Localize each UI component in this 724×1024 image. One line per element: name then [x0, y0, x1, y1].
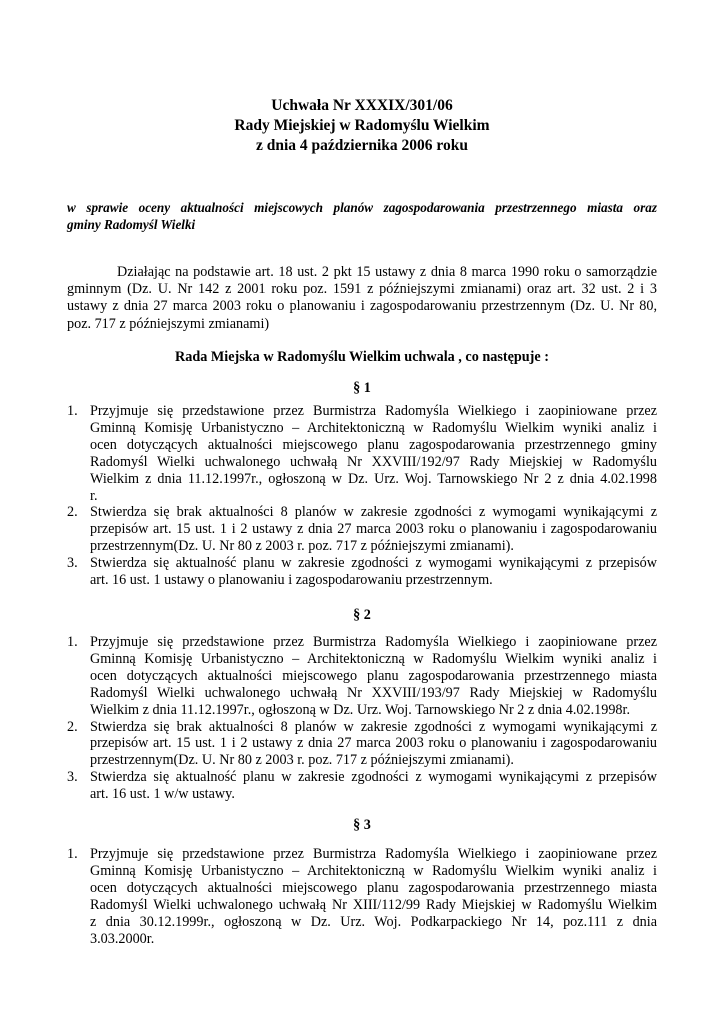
title-number: Uchwała Nr XXXIX/301/06	[271, 97, 453, 114]
item-number: 3.	[67, 769, 78, 786]
item-line: przepisów art. 15 ust. 1 i 2 ustawy z dnia 27 marca 2003 roku o planowaniu i zagospodarowaniu	[90, 521, 657, 538]
section-heading-3: § 3	[353, 817, 371, 833]
item-line: przepisów art. 15 ust. 1 i 2 ustawy z dnia 27 marca 2003 roku o planowaniu i zagospodarowaniu	[90, 735, 657, 752]
item-line: Radomyśl Wielki uchwalonego uchwałą Nr XIII/112/99 Rady Miejskiej w Radomyślu Wielkim	[90, 896, 657, 913]
item-line: Przyjmuje się przedstawione przez Burmistrza Radomyśla Wielkiego i zaopiniowane przez	[90, 634, 657, 650]
section-1-items	[67, 403, 657, 589]
item-number: 1.	[67, 846, 78, 862]
item-line: Gminną Komisję Urbanistyczno – Architektoniczną w Radomyślu Wielkim wyniki analiz i	[90, 650, 657, 667]
item-line: ocen dotyczących aktualności miejscowego planu zagospodarowania przestrzennego gminy	[90, 436, 657, 453]
list-item	[67, 504, 657, 555]
item-number: 2.	[67, 504, 78, 521]
list-item	[67, 634, 657, 719]
list-item	[67, 555, 657, 589]
resolution-title	[0, 96, 724, 156]
list-item	[67, 403, 657, 504]
preamble-line: poz. 717 z późniejszymi zmianami)	[67, 315, 270, 332]
item-line: Przyjmuje się przedstawione przez Burmistrza Radomyśla Wielkiego i zaopiniowane przez	[90, 846, 657, 862]
item-line: Stwierdza się aktualność planu w zakresie zgodności z wymogami wynikającymi z przepisów	[90, 769, 657, 786]
title-council: Rady Miejskiej w Radomyślu Wielkim	[234, 117, 490, 134]
item-line: Stwierdza się brak aktualności 8 planów w zakresie zgodności z wymogami wynikającymi z	[90, 718, 657, 735]
item-line: Gminną Komisję Urbanistyczno – Architektoniczną w Radomyślu Wielkim wyniki analiz i	[90, 419, 657, 436]
item-line: Wielkim z dnia 11.12.1997r., ogłoszoną w Dz. Urz. Woj. Tarnowskiego Nr 2 z dnia 4.02.1998r.	[90, 701, 631, 718]
item-line: art. 16 ust. 1 ustawy o planowaniu i zagospodarowaniu przestrzennym.	[90, 572, 493, 589]
item-number: 1.	[67, 634, 78, 650]
list-item	[67, 719, 657, 770]
preamble	[67, 264, 657, 333]
item-line: r.	[90, 487, 98, 504]
item-number: 1.	[67, 403, 78, 419]
item-line: art. 16 ust. 1 w/w ustawy.	[90, 786, 235, 803]
subject-line: w sprawie oceny aktualności miejscowych planów zagospodarowania przestrzennego miasta oraz	[67, 200, 657, 215]
item-line: Radomyśl Wielki uchwalonego uchwałą Nr XXVIII/193/97 Rady Miejskiej w Radomyślu	[90, 684, 657, 701]
list-item	[67, 846, 657, 947]
list-item	[67, 769, 657, 803]
preamble-line: ustawy z dnia 27 marca 2003 roku o planowaniu i zagospodarowaniu przestrzennym (Dz. U. Nr 80,	[67, 298, 657, 315]
section-2-items	[67, 634, 657, 803]
section-heading-2: § 2	[353, 607, 371, 623]
title-date: z dnia 4 października 2006 roku	[255, 137, 468, 154]
item-line: Gminną Komisję Urbanistyczno – Architektoniczną w Radomyślu Wielkim wyniki analiz i	[90, 862, 657, 879]
item-line: ocen dotyczących aktualności miejscowego planu zagospodarowania przestrzennego miasta	[90, 879, 657, 896]
item-line: Stwierdza się aktualność planu w zakresie zgodności z wymogami wynikającymi z przepisów	[90, 555, 657, 572]
section-3-items	[67, 846, 657, 947]
item-number: 3.	[67, 555, 78, 572]
item-line: Przyjmuje się przedstawione przez Burmistrza Radomyśla Wielkiego i zaopiniowane przez	[90, 403, 657, 419]
item-line: Wielkim z dnia 11.12.1997r., ogłoszoną w Dz. Urz. Woj. Tarnowskiego Nr 2 z dnia 4.02.1998	[90, 470, 657, 487]
preamble-line: Działając na podstawie art. 18 ust. 2 pkt 15 ustawy z dnia 8 marca 1990 roku o samorządzie	[117, 264, 657, 280]
item-line: Stwierdza się brak aktualności 8 planów w zakresie zgodności z wymogami wynikającymi z	[90, 504, 657, 521]
item-line: ocen dotyczących aktualności miejscowego planu zagospodarowania przestrzennego miasta	[90, 667, 657, 684]
item-line: przestrzennym(Dz. U. Nr 80 z 2003 r. poz. 717 z późniejszymi zmianami).	[90, 538, 514, 555]
resolution-subject	[67, 199, 657, 233]
subject-line: gminy Radomyśl Wielki	[67, 217, 196, 232]
section-heading-1: § 1	[353, 380, 371, 396]
preamble-line: gminnym (Dz. U. Nr 142 z 2001 roku poz. 1591 z późniejszymi zmianami) oraz art. 32 ust. 2 i 3	[67, 281, 657, 298]
item-line: 3.03.2000r.	[90, 930, 155, 947]
item-number: 2.	[67, 718, 78, 735]
item-line: Radomyśl Wielki uchwalonego uchwałą Nr XXVIII/192/97 Rady Miejskiej w Radomyślu	[90, 453, 657, 470]
item-line: przestrzennym(Dz. U. Nr 80 z 2003 r. poz. 717 z późniejszymi zmianami).	[90, 752, 514, 769]
rada-statement: Rada Miejska w Radomyślu Wielkim uchwala , co następuje :	[175, 349, 549, 365]
item-line: z dnia 30.12.1999r., ogłoszoną w Dz. Urz. Woj. Podkarpackiego Nr 14, poz.111 z dnia	[90, 913, 657, 930]
